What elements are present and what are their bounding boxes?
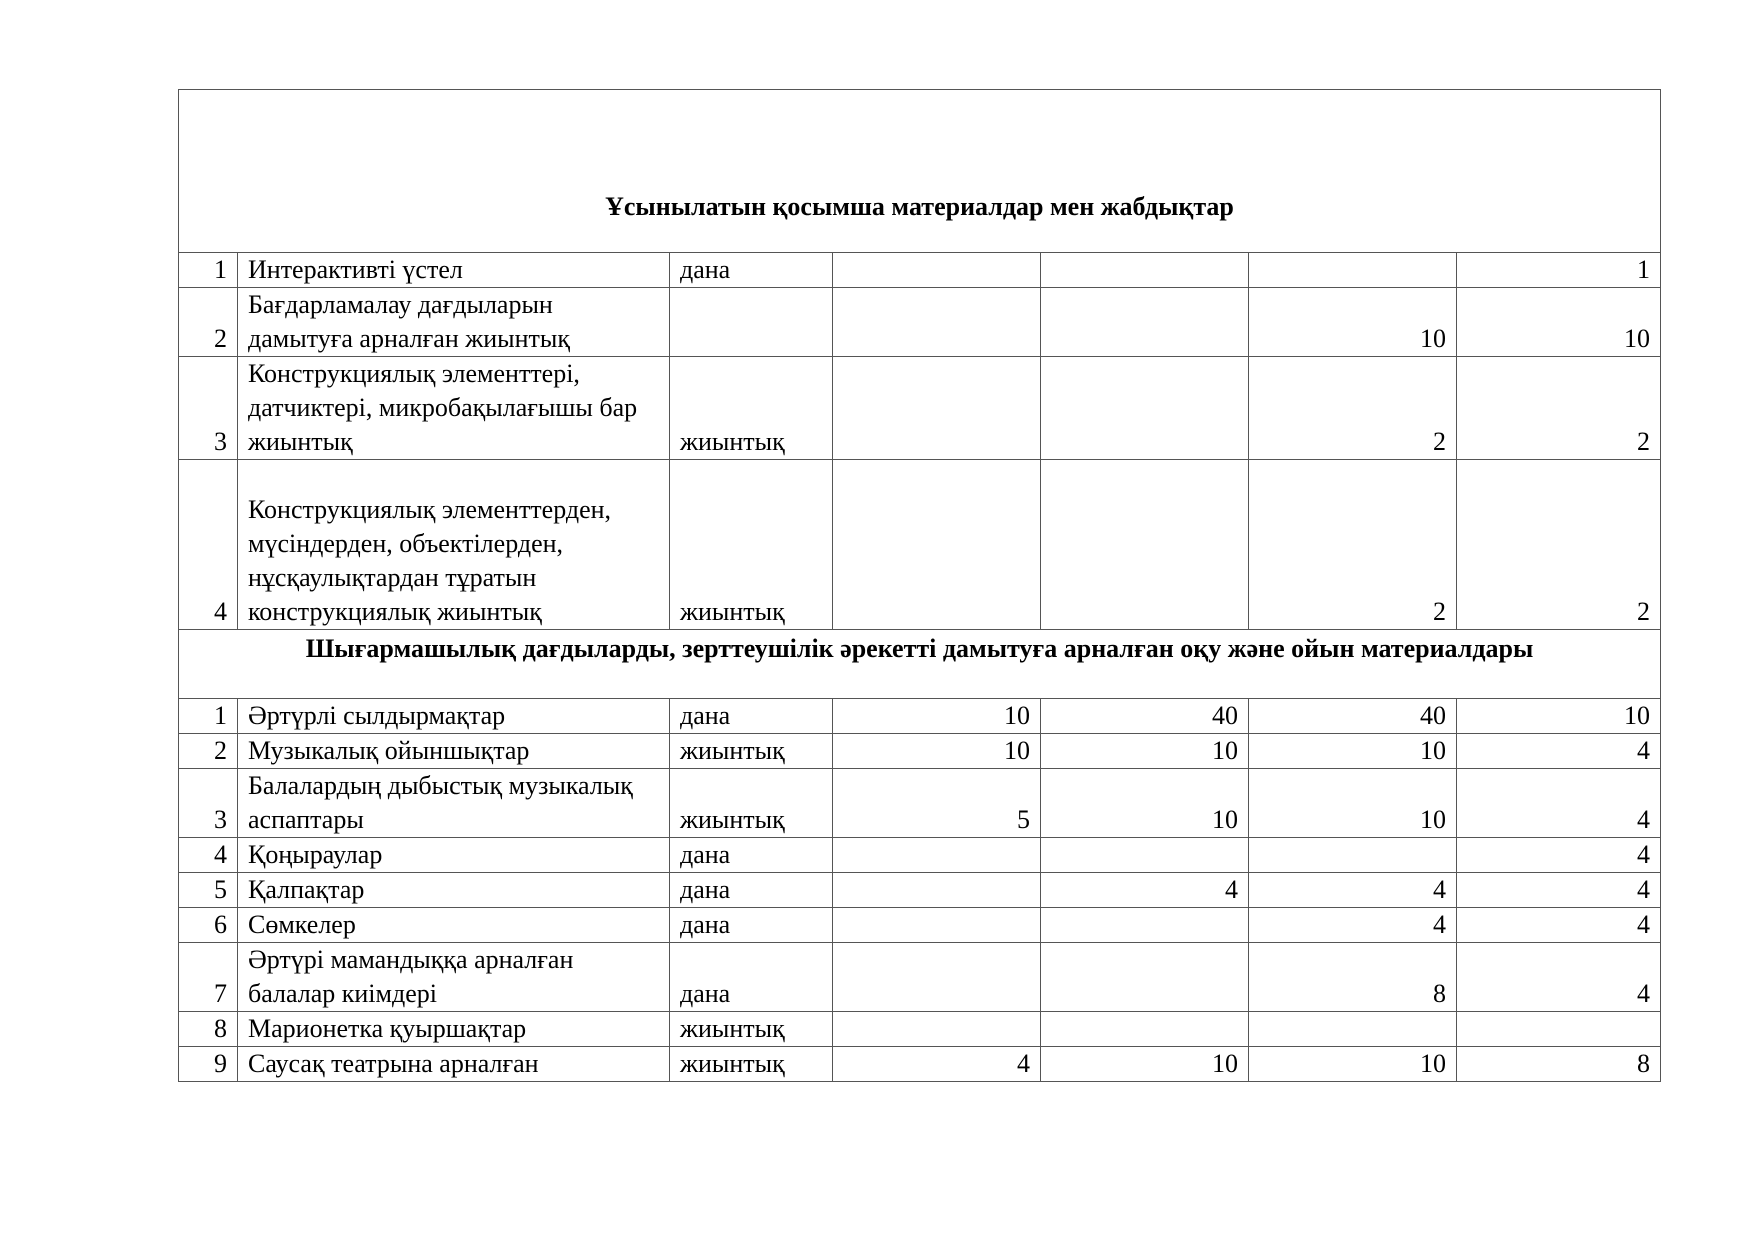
value-col-1: 10: [833, 734, 1041, 769]
value-col-1: [833, 460, 1041, 630]
row-number: 7: [179, 943, 238, 1012]
value-col-4: 8: [1457, 1047, 1661, 1082]
item-unit: жиынтық: [670, 460, 833, 630]
value-col-1: [833, 908, 1041, 943]
row-number: 8: [179, 1012, 238, 1047]
value-col-4: 10: [1457, 699, 1661, 734]
table-row: [179, 873, 1661, 908]
value-col-3: 40: [1249, 699, 1457, 734]
value-col-3: [1249, 253, 1457, 288]
value-col-4: 2: [1457, 357, 1661, 460]
item-unit: жиынтық: [670, 357, 833, 460]
section-title-row: [179, 630, 1661, 699]
value-col-2: [1041, 908, 1249, 943]
value-col-4: 4: [1457, 734, 1661, 769]
value-col-4: 1: [1457, 253, 1661, 288]
value-col-2: [1041, 357, 1249, 460]
item-unit: дана: [670, 699, 833, 734]
item-name: Әртүрі мамандыққа арналған балалар киімдері: [238, 943, 670, 1012]
value-col-2: [1041, 1012, 1249, 1047]
row-number: 9: [179, 1047, 238, 1082]
value-col-3: [1249, 838, 1457, 873]
item-unit: дана: [670, 253, 833, 288]
table-row: [179, 699, 1661, 734]
item-unit: жиынтық: [670, 734, 833, 769]
value-col-4: 4: [1457, 943, 1661, 1012]
item-unit: дана: [670, 873, 833, 908]
value-col-2: 40: [1041, 699, 1249, 734]
value-col-4: 2: [1457, 460, 1661, 630]
value-col-3: 2: [1249, 357, 1457, 460]
value-col-3: 10: [1249, 288, 1457, 357]
table-row: [179, 908, 1661, 943]
item-unit: жиынтық: [670, 1047, 833, 1082]
value-col-1: [833, 1012, 1041, 1047]
value-col-4: 10: [1457, 288, 1661, 357]
row-number: 2: [179, 288, 238, 357]
item-unit: [670, 288, 833, 357]
value-col-2: [1041, 838, 1249, 873]
section-title-row: [179, 90, 1661, 253]
value-col-2: [1041, 460, 1249, 630]
item-name: Бағдарламалау дағдыларын дамытуға арналған жиынтық: [238, 288, 670, 357]
item-name: Сөмкелер: [238, 908, 670, 943]
row-number: 1: [179, 699, 238, 734]
value-col-1: 4: [833, 1047, 1041, 1082]
value-col-3: [1249, 1012, 1457, 1047]
item-name: Қоңыраулар: [238, 838, 670, 873]
value-col-1: 10: [833, 699, 1041, 734]
value-col-2: 10: [1041, 769, 1249, 838]
table-row: [179, 357, 1661, 460]
row-number: 5: [179, 873, 238, 908]
value-col-4: 4: [1457, 873, 1661, 908]
section-title: Шығармашылық дағдыларды, зерттеушілік әрекетті дамытуға арналған оқу және ойын материалдары: [179, 630, 1661, 699]
value-col-2: [1041, 253, 1249, 288]
section-title: Ұсынылатын қосымша материалдар мен жабдықтар: [179, 90, 1661, 253]
table-row: [179, 253, 1661, 288]
value-col-4: [1457, 1012, 1661, 1047]
table-row: [179, 460, 1661, 630]
table-row: [179, 288, 1661, 357]
row-number: 1: [179, 253, 238, 288]
item-name: Қалпақтар: [238, 873, 670, 908]
item-name: Конструкциялық элементтері, датчиктері, микробақылағышы бар жиынтық: [238, 357, 670, 460]
value-col-4: 4: [1457, 769, 1661, 838]
value-col-1: [833, 838, 1041, 873]
table-row: [179, 943, 1661, 1012]
row-number: 4: [179, 460, 238, 630]
item-name: Интерактивті үстел: [238, 253, 670, 288]
item-unit: дана: [670, 838, 833, 873]
value-col-1: [833, 288, 1041, 357]
value-col-4: 4: [1457, 908, 1661, 943]
value-col-3: 10: [1249, 734, 1457, 769]
item-unit: дана: [670, 943, 833, 1012]
item-unit: дана: [670, 908, 833, 943]
value-col-1: [833, 253, 1041, 288]
value-col-1: [833, 873, 1041, 908]
value-col-3: 4: [1249, 873, 1457, 908]
value-col-3: 10: [1249, 1047, 1457, 1082]
value-col-3: 2: [1249, 460, 1457, 630]
value-col-3: 10: [1249, 769, 1457, 838]
value-col-4: 4: [1457, 838, 1661, 873]
materials-table: [178, 89, 1661, 1082]
value-col-2: 10: [1041, 1047, 1249, 1082]
table-row: [179, 734, 1661, 769]
table-row: [179, 1047, 1661, 1082]
value-col-1: 5: [833, 769, 1041, 838]
item-name: Балалардың дыбыстық музыкалық аспаптары: [238, 769, 670, 838]
value-col-1: [833, 357, 1041, 460]
value-col-1: [833, 943, 1041, 1012]
value-col-3: 4: [1249, 908, 1457, 943]
value-col-2: [1041, 943, 1249, 1012]
value-col-2: 4: [1041, 873, 1249, 908]
value-col-2: [1041, 288, 1249, 357]
value-col-2: 10: [1041, 734, 1249, 769]
item-unit: жиынтық: [670, 769, 833, 838]
item-name: Музыкалық ойыншықтар: [238, 734, 670, 769]
table-row: [179, 769, 1661, 838]
row-number: 3: [179, 357, 238, 460]
item-name: Саусақ театрына арналған: [238, 1047, 670, 1082]
row-number: 6: [179, 908, 238, 943]
item-name: Конструкциялық элементтерден, мүсіндерден, объектілерден, нұсқаулықтардан тұратын конструкциялық жиынтық: [238, 460, 670, 630]
row-number: 3: [179, 769, 238, 838]
table-row: [179, 838, 1661, 873]
item-unit: жиынтық: [670, 1012, 833, 1047]
row-number: 2: [179, 734, 238, 769]
item-name: Әртүрлі сылдырмақтар: [238, 699, 670, 734]
row-number: 4: [179, 838, 238, 873]
item-name: Марионетка қуыршақтар: [238, 1012, 670, 1047]
value-col-3: 8: [1249, 943, 1457, 1012]
table-row: [179, 1012, 1661, 1047]
